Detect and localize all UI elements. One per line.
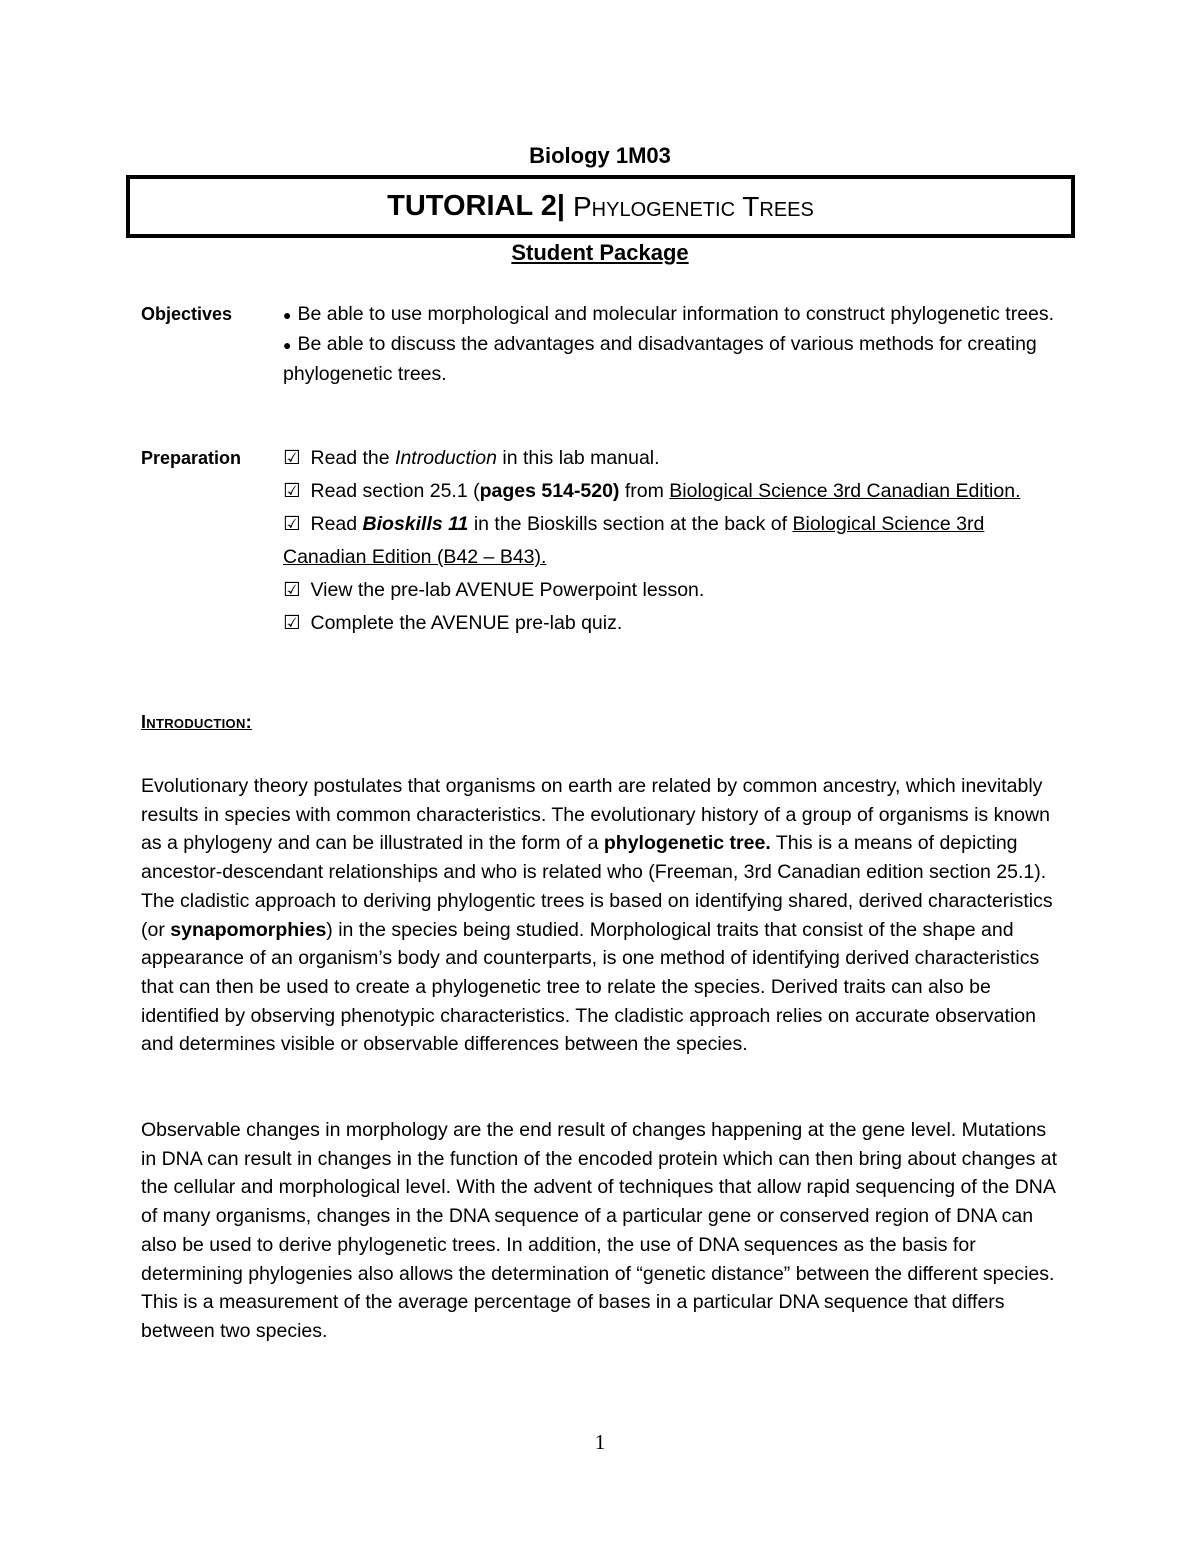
textbook-reference: Biological Science 3rd Canadian Edition (B42 – B43). [283, 513, 985, 568]
checkbox-checked-icon: ☑ [283, 579, 301, 601]
checkbox-checked-icon: ☑ [283, 612, 301, 634]
preparation-label: Preparation [141, 448, 242, 468]
checkbox-checked-icon: ☑ [283, 447, 301, 469]
tutorial-title: TUTORIAL 2| [387, 190, 565, 222]
prep-item-section-reading: ☑ Read section 25.1 (pages 514-520) from Biological Science 3rd Canadian Edition. [283, 480, 1021, 502]
objective-item: ● Be able to discuss the advantages and disadvantages of various methods for creating phylogenetic trees. [283, 333, 1037, 385]
term-phylogenetic-tree: phylogenetic tree. [603, 832, 771, 855]
bullet-icon: ● [283, 337, 292, 353]
objectives-label: Objectives [141, 304, 233, 324]
prep-item-quiz: ☑ Complete the AVENUE pre-lab quiz. [283, 612, 623, 634]
package-subtitle: Student Package [511, 240, 689, 265]
textbook-reference: Biological Science 3rd Canadian Edition. [669, 480, 1021, 502]
title-box [126, 175, 1075, 238]
introduction-heading: Introduction: [141, 712, 252, 732]
checkbox-checked-icon: ☑ [283, 513, 301, 535]
objective-item: ● Be able to use morphological and molecular information to construct phylogenetic trees. [283, 303, 1055, 325]
prep-item-powerpoint: ☑ View the pre-lab AVENUE Powerpoint lesson. [283, 579, 705, 601]
page-number: 1 [594, 1430, 606, 1454]
introduction-paragraph: Evolutionary theory postulates that organisms on earth are related by common ancestry, which inevitably results in species with common characteristics. The evolutionary history of a group of organisms is known as a phylogeny and can be illustrated in the form of a phylogenetic tree. This is a means of depicting ancestor-descendant relationships and who is related who (Freeman, 3rd Canadian edition section 25.1). The cladistic approach to deriving phylogentic trees is based on identifying shared, derived characteristics (or synapomorphies) in the species being studied. Morphological traits that consist of the shape and appearance of an organism’s body and counterparts, is one method of identifying derived characteristics that can then be used to create a phylogenetic tree to relate the species. Derived traits can also be identified by observing phenotypic characteristics. The cladistic approach relies on accurate observation and determines visible or observable differences between the species. [141, 775, 1053, 1056]
tutorial-topic: Phylogenetic Trees [572, 190, 814, 222]
introduction-paragraph: Observable changes in morphology are the end result of changes happening at the gene level. Mutations in DNA can result in changes in the function of the encoded protein which can then bring about changes at the cellular and morphological level. With the advent of techniques that allow rapid sequencing of the DNA of many organisms, changes in the DNA sequence of a particular gene or conserved region of DNA can also be used to derive phylogenetic trees. In addition, the use of DNA sequences as the basis for determining phylogenies also allows the determination of “genetic distance” between the different species. This is a measurement of the average percentage of bases in a particular DNA sequence that differs between two species. [141, 1119, 1058, 1342]
prep-item-introduction: ☑ Read the Introduction in this lab manual. [283, 447, 660, 469]
prep-item-bioskills: ☑ Read Bioskills 11 in the Bioskills section at the back of Biological Science 3rd Canadian Edition (B42 – B43). [283, 513, 985, 568]
term-synapomorphies: synapomorphies [170, 918, 327, 941]
preparation-list [283, 442, 1073, 640]
objectives-list [283, 300, 1073, 389]
course-code: Biology 1M03 [529, 143, 671, 168]
checkbox-checked-icon: ☑ [283, 480, 301, 502]
bullet-icon: ● [283, 307, 292, 323]
